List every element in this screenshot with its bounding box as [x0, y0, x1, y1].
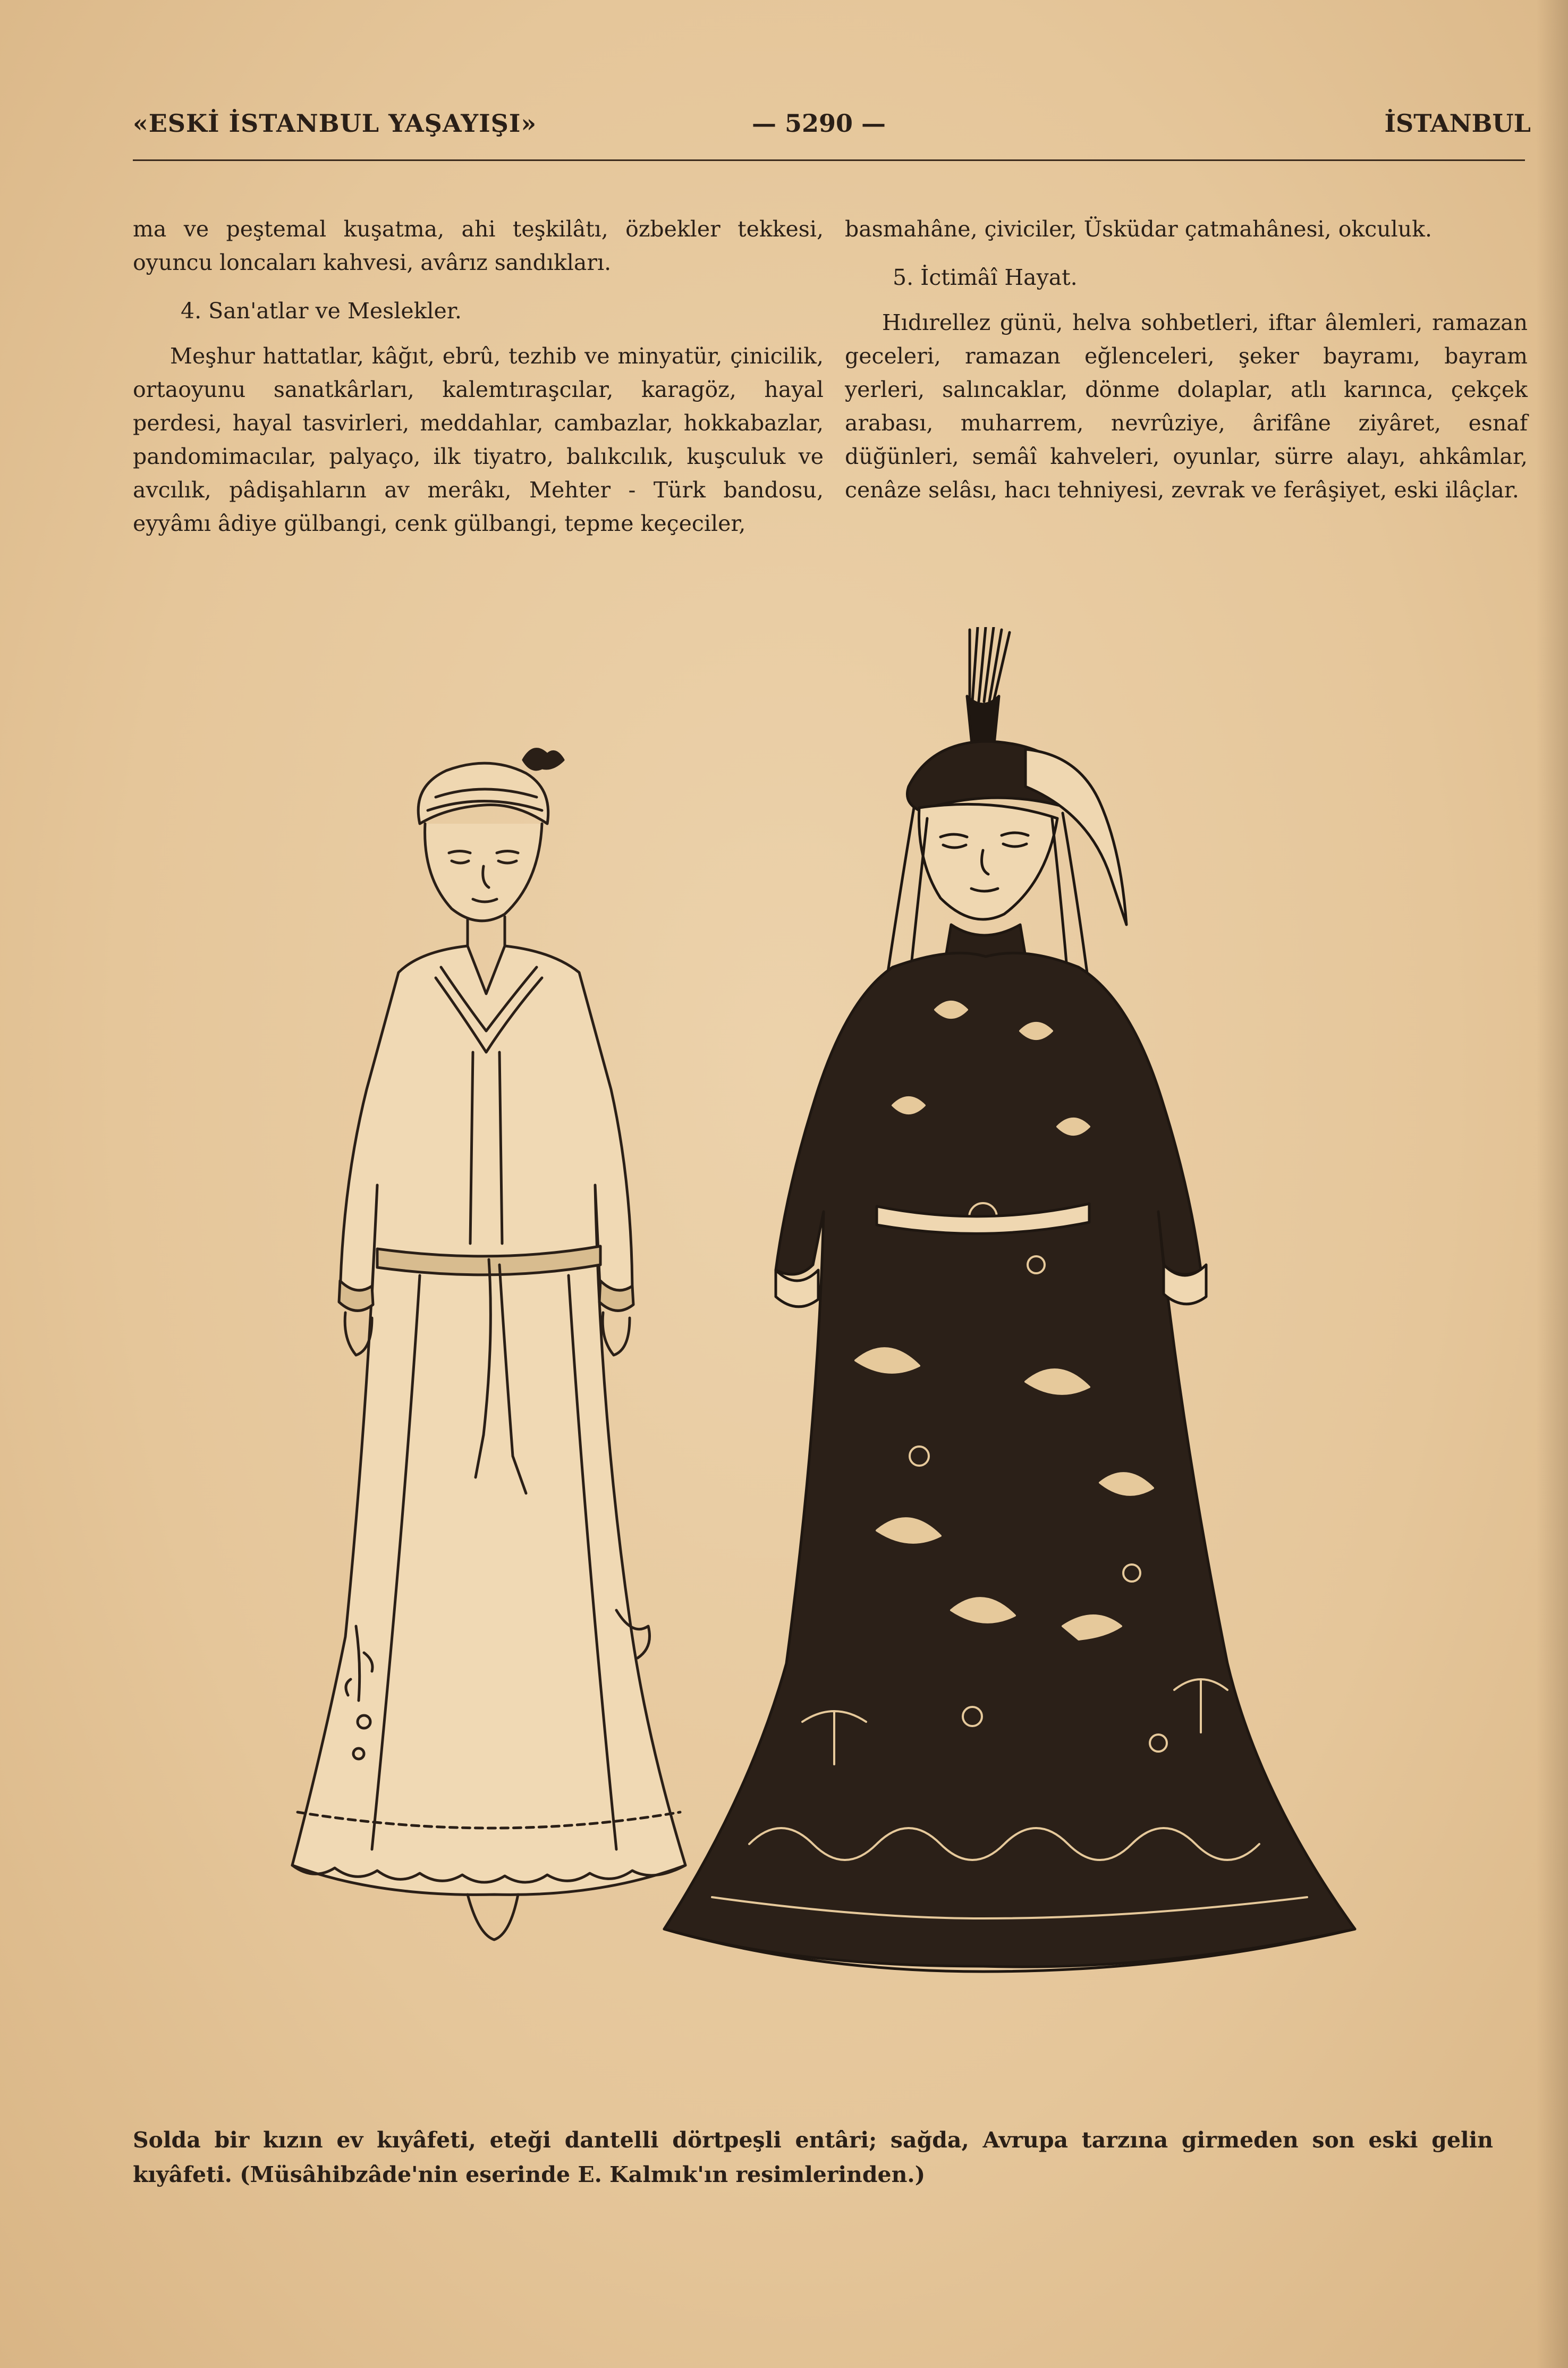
- bride-dress-illustration: [664, 627, 1355, 1972]
- header-rule: [133, 159, 1525, 161]
- section-heading-4: 4. San'atlar ve Meslekler.: [181, 298, 462, 324]
- header-page-number: — 5290 —: [752, 109, 886, 138]
- right-column: [845, 213, 1528, 507]
- running-header: [133, 109, 1531, 146]
- costume-illustration: [122, 627, 1482, 2115]
- figure-caption: Solda bir kızın ev kıyâfeti, eteği dantelli dörtpeşli entâri; sağda, Avrupa tarzına girmeden son eski gelin kıyâfeti. (Müsâhibzâde'nin eserinde E. Kalmık'ın resimlerinden.): [133, 2127, 1493, 2187]
- right-paragraph-2: Hıdırellez günü, helva sohbetleri, iftar âlemleri, ramazan geceleri, ramazan eğlenceleri, şeker bayramı, bayram yerleri, salıncaklar, dönme dolaplar, atlı karınca, çekçek arabası, muharrem, nevrûziye, ârifâne ziyâret, esnaf düğünleri, semâî kahveleri, oyunlar, sürre alayı, ahkâmlar, cenâze selâsı, hacı tehniyesi, zevrak ve ferâşiyet, eski ilâçlar.: [845, 310, 1528, 503]
- section-heading-5: 5. İctimâî Hayat.: [893, 265, 1078, 290]
- header-section-title: İSTANBUL: [1384, 109, 1531, 138]
- page-edge-shadow: [1536, 0, 1568, 2368]
- left-paragraph-2: Meşhur hattatlar, kâğıt, ebrû, tezhib ve minyatür, çinicilik, ortaoyunu sanatkârları, kalemtıraşcılar, karagöz, hayal perdesi, hayal tasvirleri, meddahlar, cambazlar, hokkabazlar, pandomimacılar, palyaço, ilk tiyatro, balıkcılık, kuşculuk ve avcılık, pâdişahların av merâkı, Mehter - Türk bandosu, eyyâmı âdiye gülbangi, cenk gülbangi, tepme keçeciler,: [133, 343, 824, 536]
- left-column: [133, 213, 824, 540]
- header-book-title: «ESKİ İSTANBUL YAŞAYIŞI»: [133, 109, 537, 138]
- girl-house-dress-illustration: [292, 749, 685, 1940]
- left-paragraph-1: ma ve peştemal kuşatma, ahi teşkilâtı, özbekler tekkesi, oyuncu loncaları kahvesi, avârız sandıkları.: [133, 216, 824, 275]
- right-paragraph-1: basmahâne, çiviciler, Üsküdar çatmahânesi, okculuk.: [845, 216, 1432, 242]
